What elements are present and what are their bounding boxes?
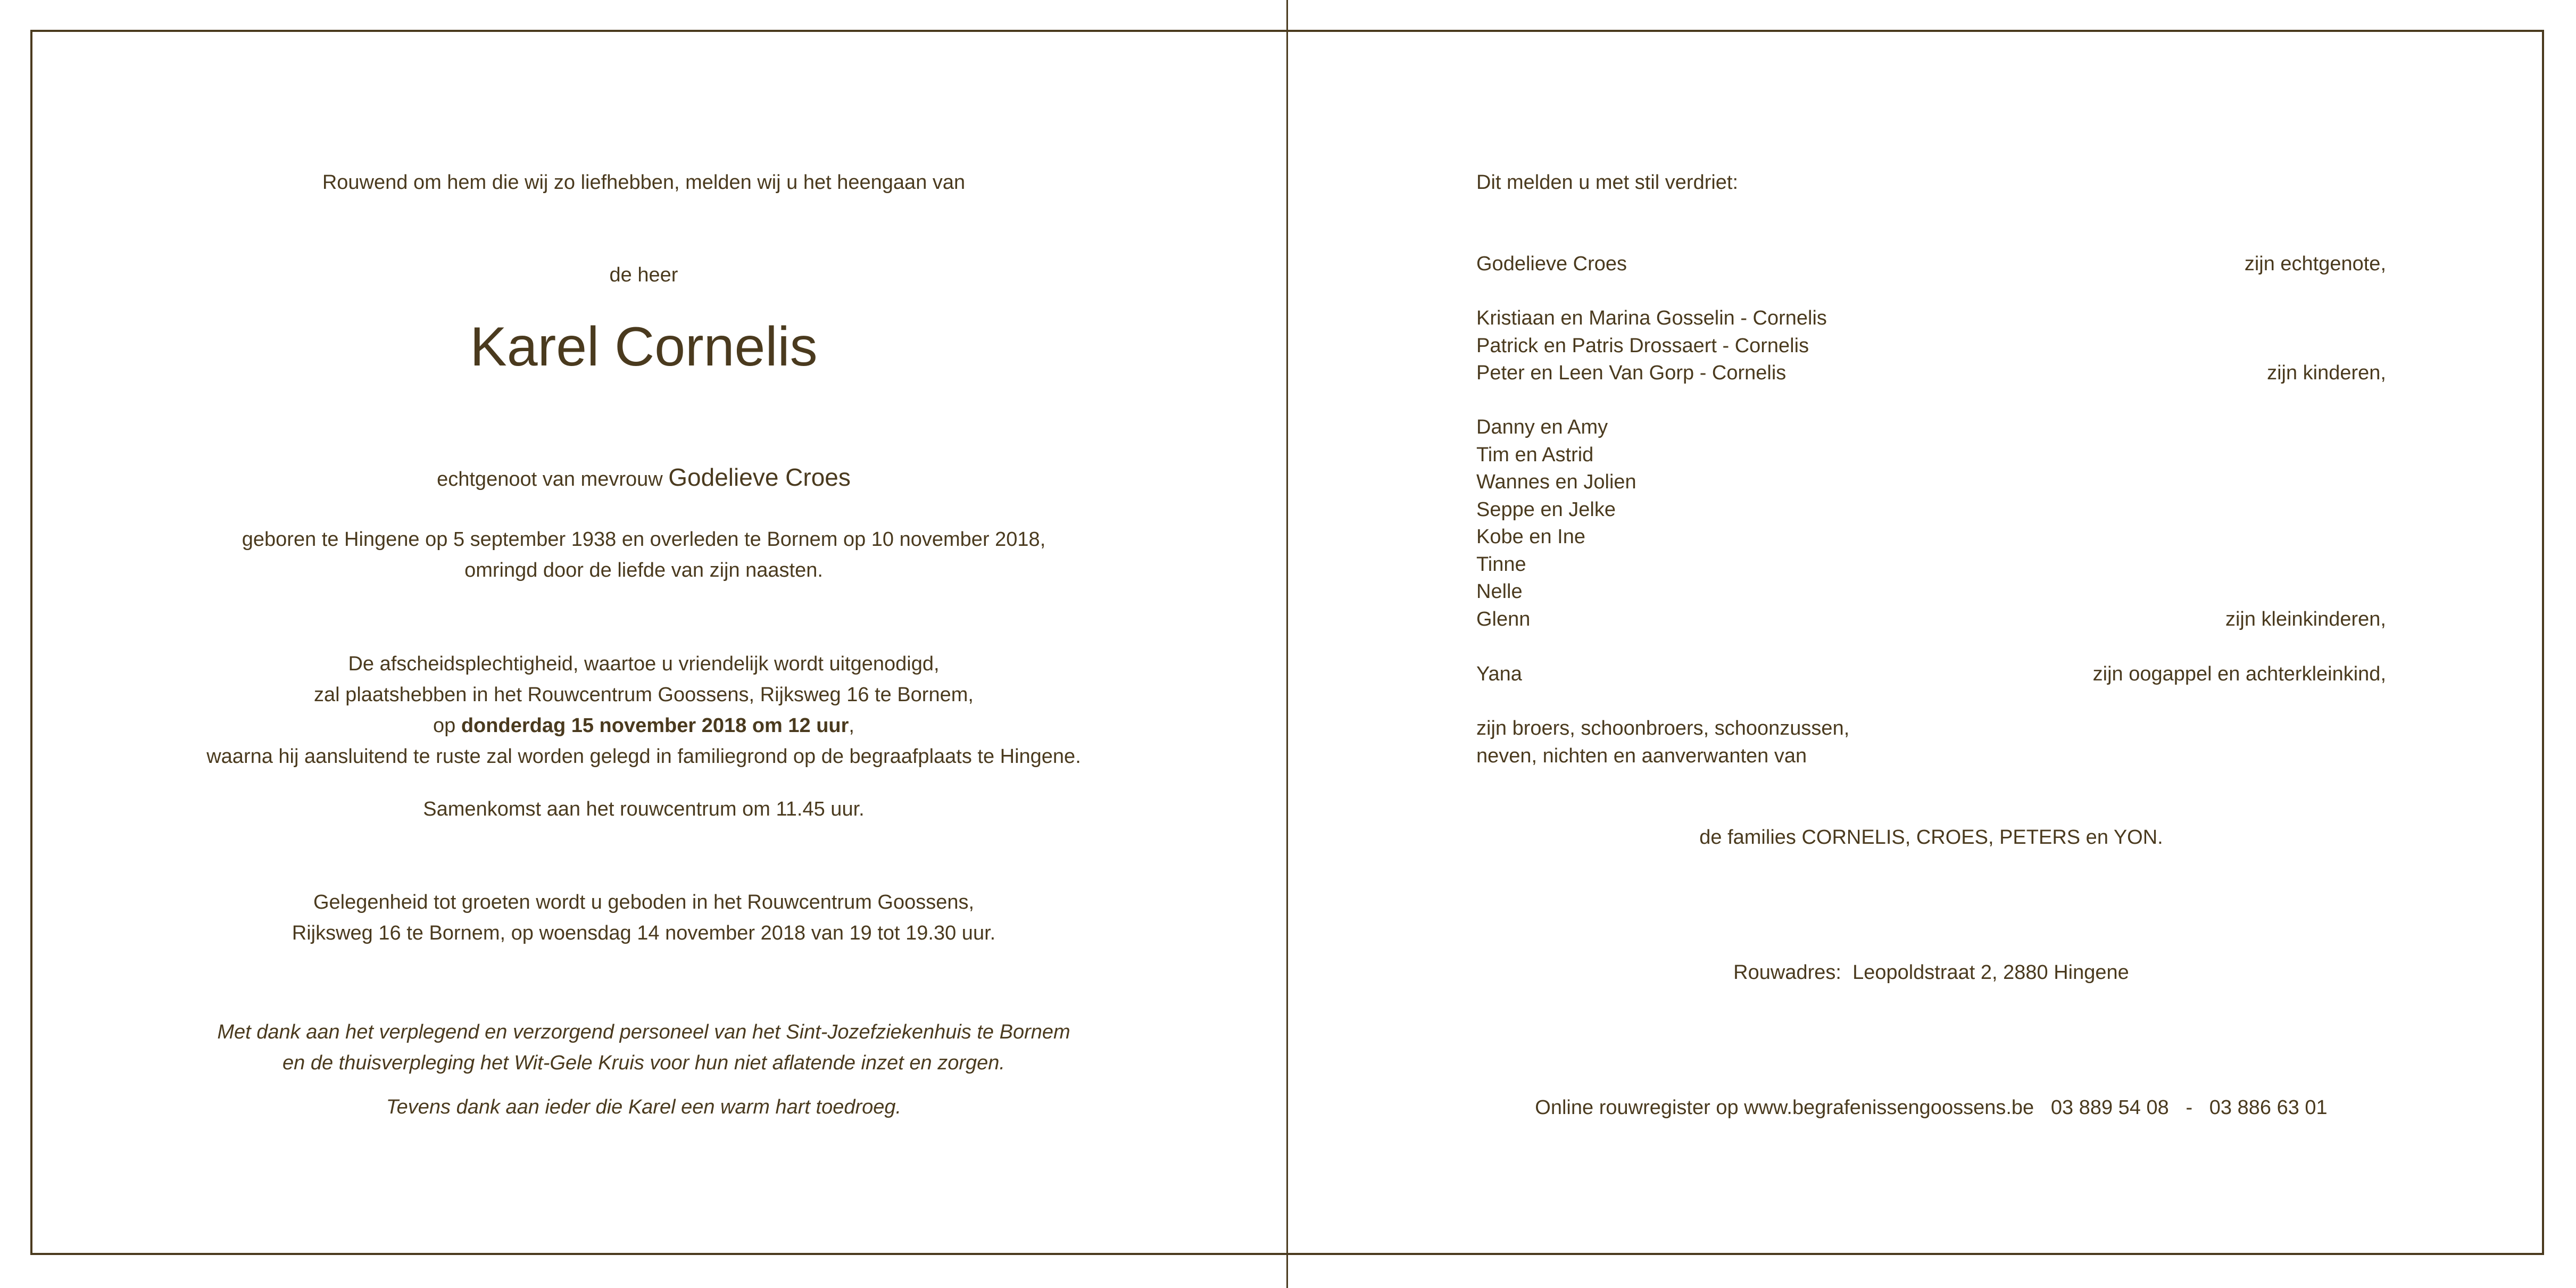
ceremony-prefix: op bbox=[433, 714, 456, 737]
online-register-line bbox=[1383, 1092, 2479, 1123]
birth-line-2: omringd door de liefde van zijn naasten. bbox=[464, 559, 823, 581]
grandchild-entry: Tim en Astrid bbox=[1476, 444, 1594, 466]
phone-1: 03 889 54 08 bbox=[2050, 1096, 2169, 1119]
grandchild-entry: Glenn bbox=[1476, 608, 1531, 630]
online-prefix: Online rouwregister op bbox=[1535, 1096, 1739, 1119]
phone-separator: - bbox=[2186, 1096, 2193, 1119]
address-line bbox=[1383, 957, 2479, 988]
greeting-line-2: Rijksweg 16 te Bornem, op woensdag 14 november 2018 van 19 tot 19.30 uur. bbox=[292, 922, 996, 944]
great-grandchild-relation: zijn oogappel en achterkleinkind, bbox=[2092, 663, 2386, 685]
spouse-line bbox=[160, 462, 1128, 495]
spouse-entry-relation: zijn echtgenote, bbox=[2244, 253, 2386, 275]
honorific: de heer bbox=[609, 264, 678, 286]
right-intro: Dit melden u met stil verdriet: bbox=[1476, 171, 1739, 194]
ceremony-line-3 bbox=[160, 710, 1128, 741]
gathering-text: Samenkomst aan het rouwcentrum om 11.45 uur. bbox=[423, 798, 865, 820]
families-line: de families CORNELIS, CROES, PETERS en YON. bbox=[1699, 826, 2163, 849]
child-entry: Kristiaan en Marina Gosselin - Cornelis bbox=[1476, 307, 1827, 329]
address-value: Leopoldstraat 2, 2880 Hingene bbox=[1852, 961, 2129, 984]
grandchildren-relation: zijn kleinkinderen, bbox=[2225, 608, 2386, 630]
deceased-name: Karel Cornelis bbox=[470, 316, 818, 378]
website-link: www.begrafenissengoossens.be bbox=[1744, 1096, 2034, 1119]
ceremony-line-4: waarna hij aansluitend te ruste zal worden gelegd in familiegrond op de begraafplaats te Hingene. bbox=[206, 745, 1081, 768]
spouse-prefix: echtgenoot van mevrouw bbox=[437, 468, 663, 491]
address-label: Rouwadres: bbox=[1733, 961, 1841, 984]
grandchild-entry: Tinne bbox=[1476, 553, 1526, 576]
intro-text: Rouwend om hem die wij zo liefhebben, melden wij u het heengaan van bbox=[322, 171, 966, 194]
phone-2: 03 886 63 01 bbox=[2209, 1096, 2328, 1119]
children-relation: zijn kinderen, bbox=[2267, 362, 2386, 384]
greeting-line-1: Gelegenheid tot groeten wordt u geboden in het Rouwcentrum Goossens, bbox=[313, 891, 975, 913]
child-entry: Peter en Leen Van Gorp - Cornelis bbox=[1476, 362, 1786, 384]
ceremony-datetime: donderdag 15 november 2018 om 12 uur bbox=[461, 714, 849, 737]
thanks-line-1: Met dank aan het verplegend en verzorgend personeel van het Sint-Jozefziekenhuis te Bornem bbox=[217, 1021, 1070, 1043]
great-grandchild-name: Yana bbox=[1476, 663, 1522, 685]
ceremony-line-2: zal plaatshebben in het Rouwcentrum Goossens, Rijksweg 16 te Bornem, bbox=[314, 684, 974, 706]
ceremony-line-1: De afscheidsplechtigheid, waartoe u vriendelijk wordt uitgenodigd, bbox=[348, 653, 940, 675]
grandchild-entry: Wannes en Jolien bbox=[1476, 471, 1636, 493]
fold-line bbox=[1286, 0, 1288, 1288]
grandchild-entry: Kobe en Ine bbox=[1476, 526, 1585, 548]
ceremony-suffix: , bbox=[849, 714, 854, 737]
others-line-2: neven, nichten en aanverwanten van bbox=[1476, 745, 1807, 767]
others-line-1: zijn broers, schoonbroers, schoonzussen, bbox=[1476, 717, 1850, 739]
grandchild-entry: Danny en Amy bbox=[1476, 416, 1608, 438]
birth-line-1: geboren te Hingene op 5 september 1938 en overleden te Bornem op 10 november 2018, bbox=[242, 528, 1046, 551]
spouse-entry-name: Godelieve Croes bbox=[1476, 253, 1627, 275]
spouse-name: Godelieve Croes bbox=[668, 463, 851, 491]
grandchild-entry: Nelle bbox=[1476, 580, 1523, 603]
thanks-line-2: en de thuisverpleging het Wit-Gele Kruis voor hun niet aflatende inzet en zorgen. bbox=[282, 1052, 1005, 1074]
thanks-line-3: Tevens dank aan ieder die Karel een warm hart toedroeg. bbox=[386, 1096, 902, 1118]
child-entry: Patrick en Patris Drossaert - Cornelis bbox=[1476, 335, 1809, 357]
grandchild-entry: Seppe en Jelke bbox=[1476, 498, 1616, 521]
